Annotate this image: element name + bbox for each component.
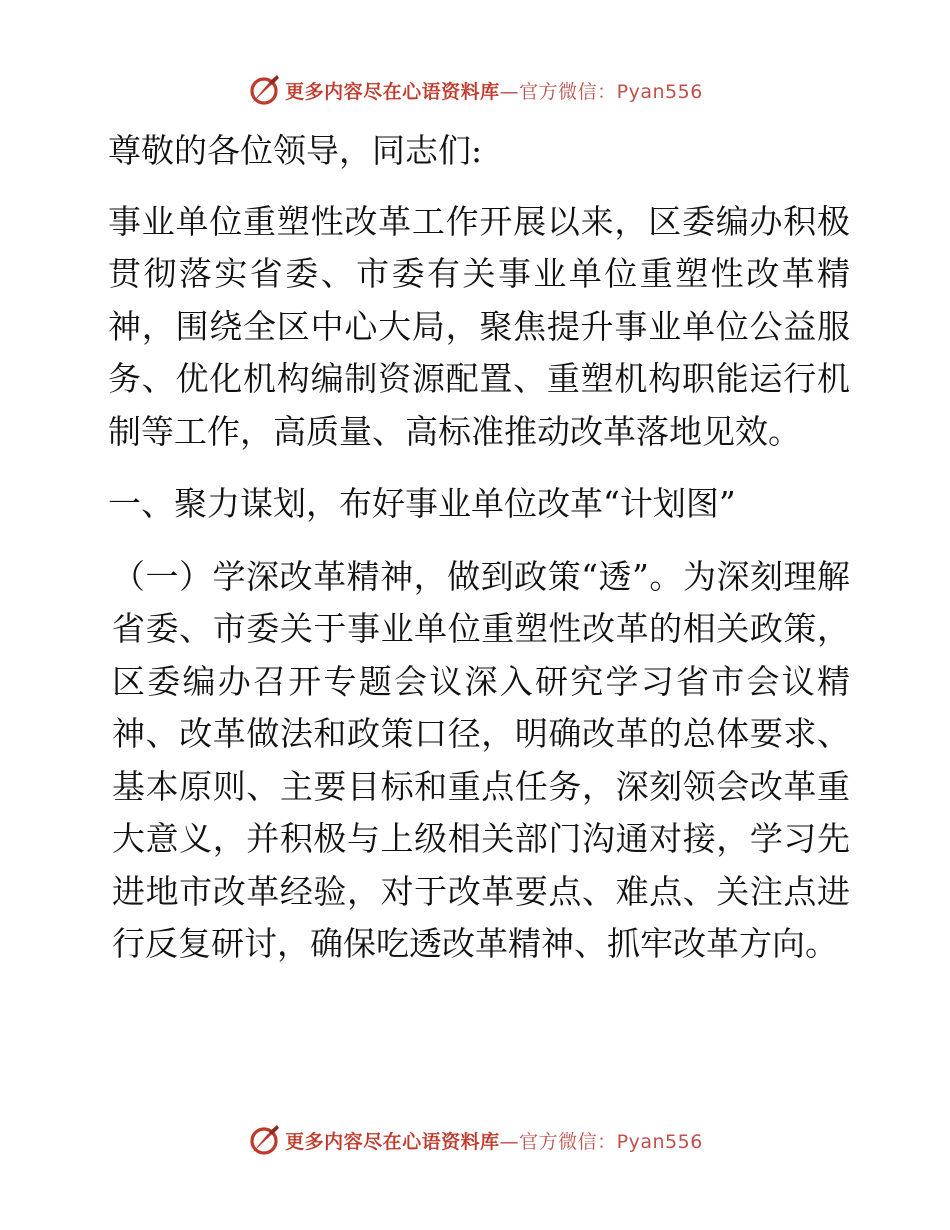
banner-brand-text: 更多内容尽在心语资料库 [285,1130,500,1153]
document-body [100,118,850,971]
greeting-line: 尊敬的各位领导，同志们: [108,131,483,170]
quill-pen-logo-icon [247,1123,281,1157]
banner-contact-text: 官方微信：Pyan556 [519,80,703,103]
banner-separator: — [499,1130,520,1153]
banner-contact-text: 官方微信：Pyan556 [519,1130,703,1153]
quill-pen-logo-icon [247,73,281,107]
body-paragraph-intro: 事业单位重塑性改革工作开展以来，区委编办积极贯彻落实省委、市委有关事业单位重塑性改革精神，围绕全区中心大局，聚焦提升事业单位公益服务、优化机构编制资源配置、重塑机构职能运行机制等工作，高质量、高标准推动改革落地见效。 [108,201,850,451]
body-paragraph-section-1-1: （一）学深改革精神，做到政策“透”。为深刻理解省委、市委关于事业单位重塑性改革的相关政策，区委编办召开专题会议深入研究学习省市会议精神、改革做法和政策口径，明确改革的总体要求、基本原则、主要目标和重点任务，深刻领会改革重大意义，并积极与上级相关部门沟通对接，学习先进地市改革经验，对于改革要点、难点、关注点进行反复研讨，确保吃透改革精神、抓牢改革方向。 [112,556,850,963]
banner-brand-text: 更多内容尽在心语资料库 [285,80,500,103]
header-watermark-banner [0,70,950,110]
banner-separator: — [499,80,520,103]
footer-watermark-banner [0,1120,950,1160]
section-heading-1: 一、聚力谋划，布好事业单位改革“计划图” [108,484,736,523]
